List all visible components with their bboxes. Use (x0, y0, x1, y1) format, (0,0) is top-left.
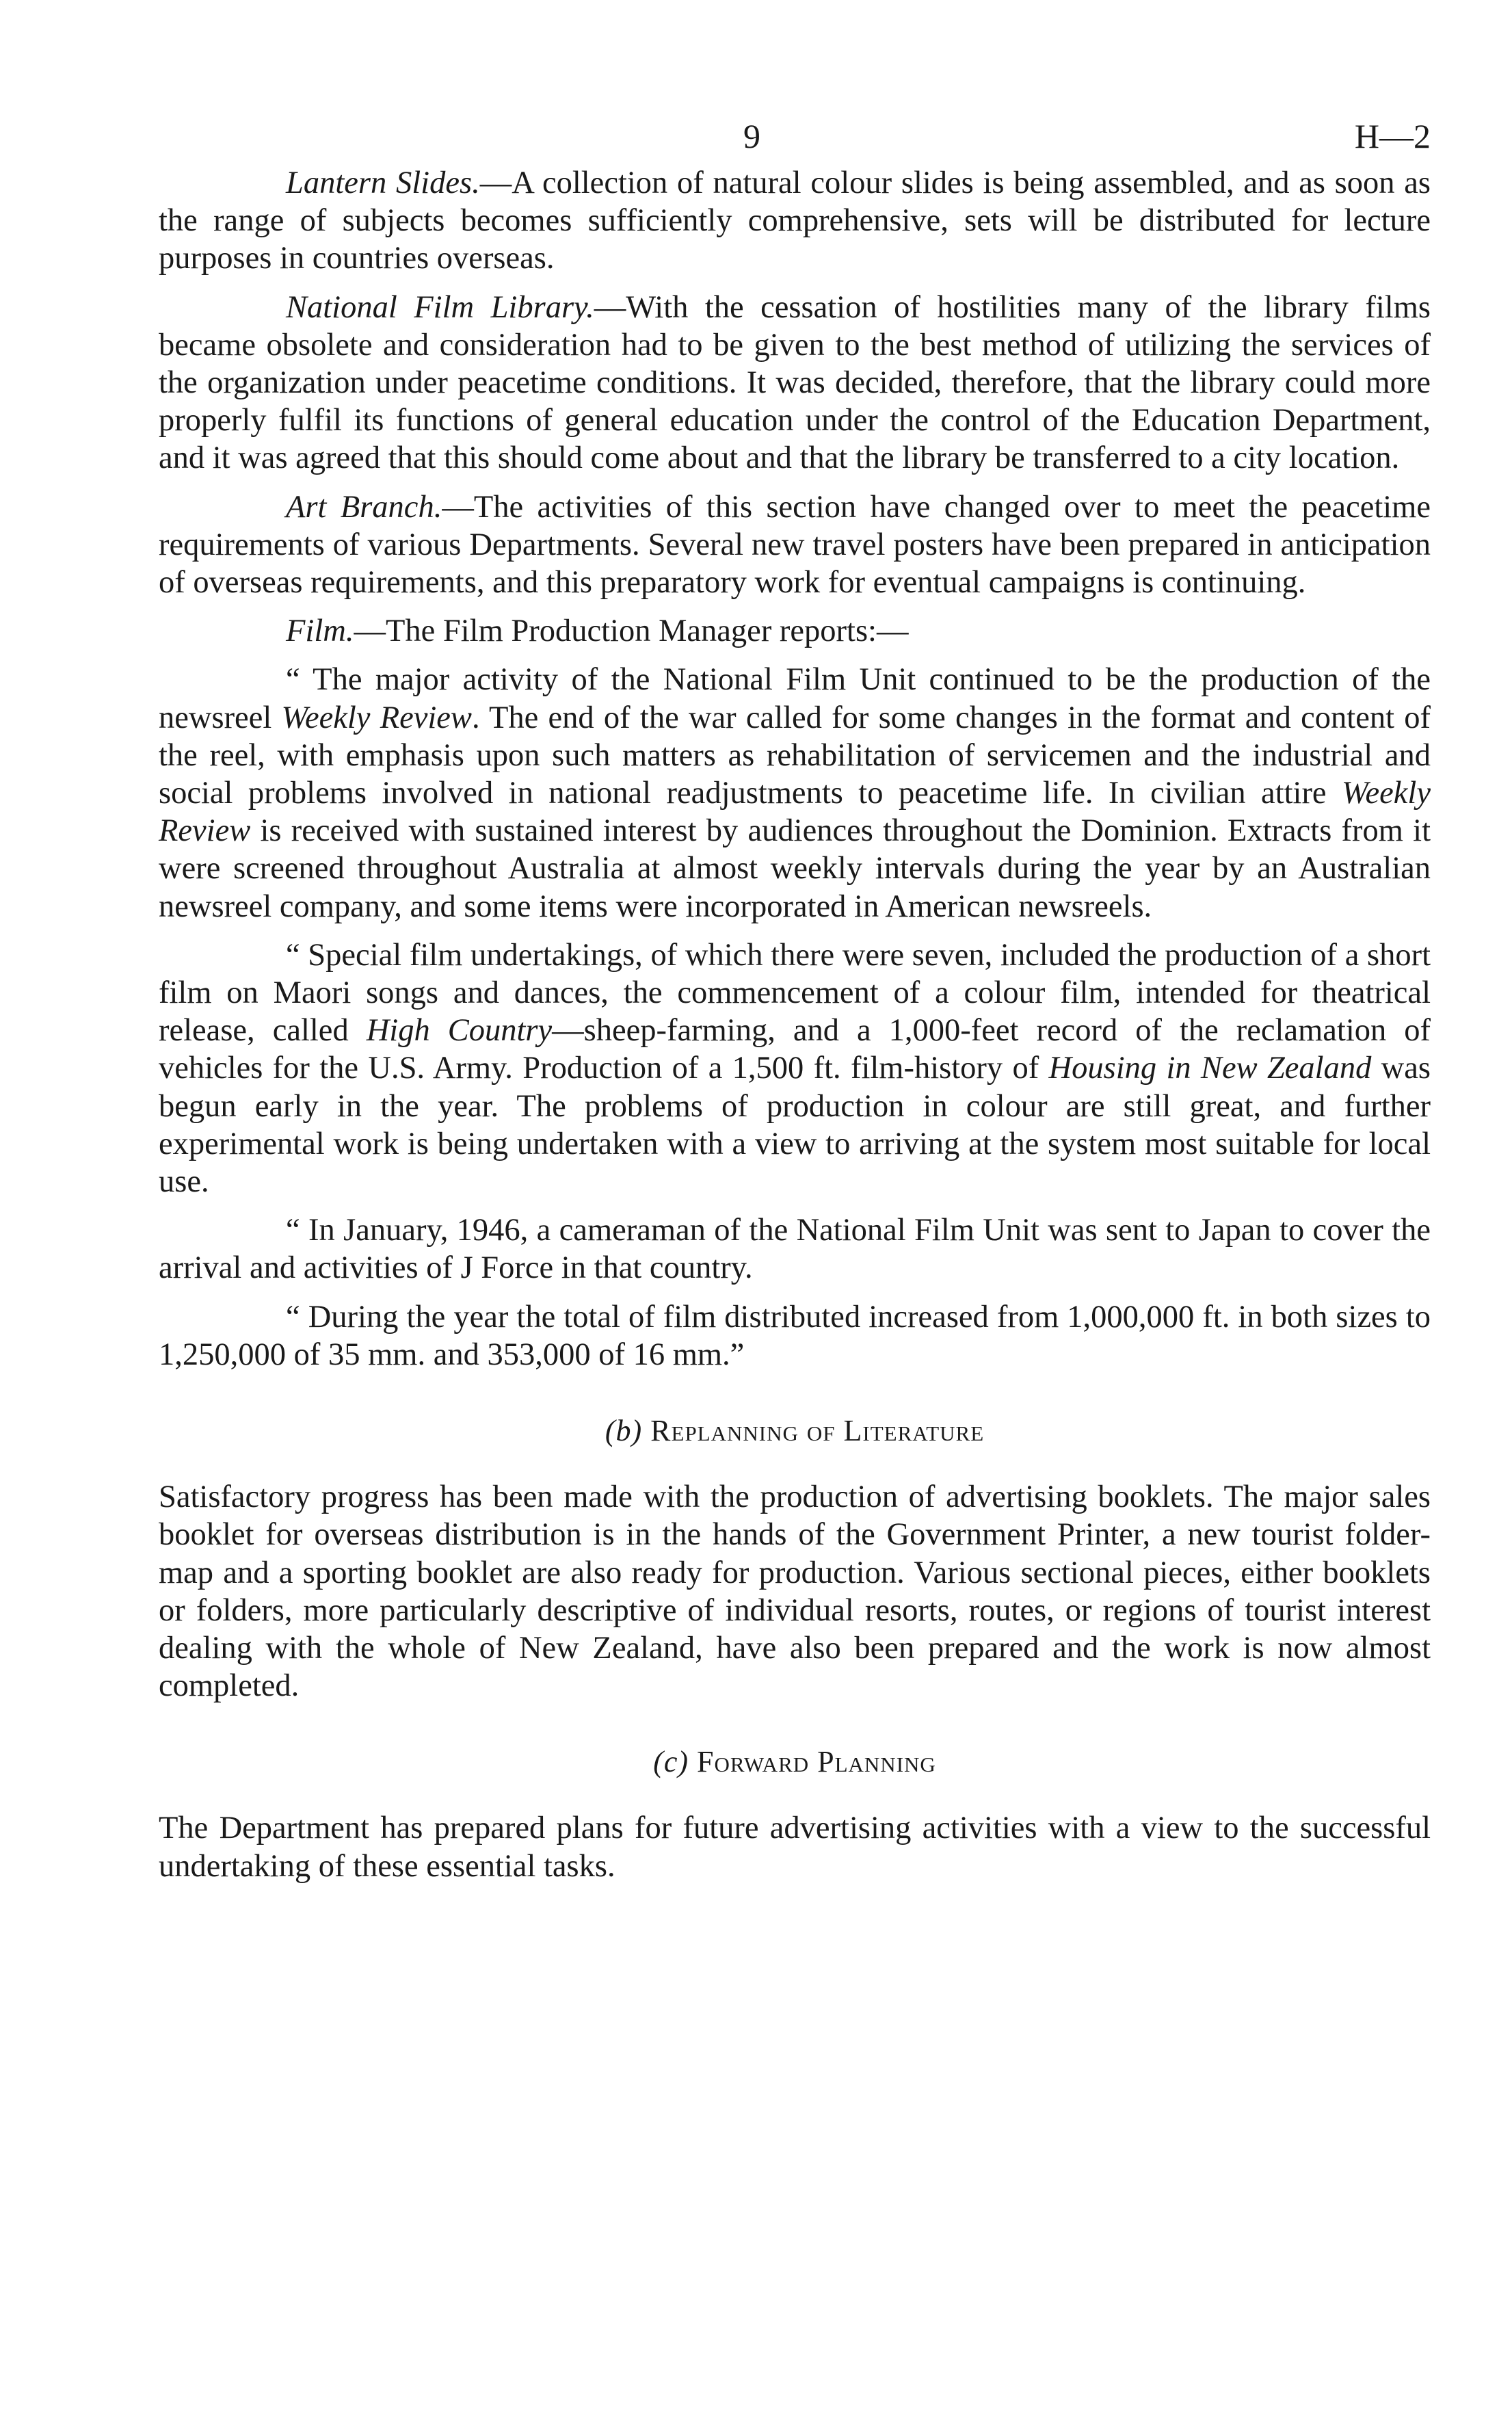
special-films-text-2: —sheep-farming, and a 1,000-feet record of the reclamation of vehicles for the U.S. Army. Production of a 1,500 ft. film-history of (159, 1013, 1431, 1086)
section-c-paragraph: The Department has prepared plans for future advertising activities with a view to the successful undertaking of these essential tasks. (159, 1811, 1431, 1884)
special-films-paragraph (159, 936, 1431, 1200)
newsreel-quote-text-2: . The end of the war called for some changes in the format and content of the reel, with emphasis upon such matters as rehabilitation of servicemen and the industrial and social problems involved in national readjustments to peacetime life. In civilian attire (159, 700, 1431, 811)
page-header (159, 103, 1431, 164)
high-country-title: High Country (366, 1013, 553, 1049)
section-b-heading (159, 1413, 1431, 1448)
film-library-paragraph (159, 289, 1431, 477)
document-code: H—2 (1354, 117, 1431, 155)
section-c-title: Forward Planning (697, 1745, 936, 1779)
lantern-slides-heading: Lantern Slides. (286, 166, 480, 200)
lantern-slides-text: —A collection of natural colour slides is being assembled, and as soon as the range of subjects becomes sufficiently comprehensive, sets will be distributed for lecture purposes in countries overseas. (159, 166, 1431, 276)
housing-title: Housing in New Zealand (1048, 1051, 1372, 1086)
film-paragraph (159, 612, 1431, 650)
newsreel-quote-text-1: “ The major activity of the National Film Unit continued to be the production of the newsreel (159, 662, 1431, 735)
newsreel-title-2: Weekly Review (159, 776, 1431, 849)
section-b-paragraph: Satisfactory progress has been made with the production of advertising booklets. The major sales booklet for overseas distribution is in the hands of the Government Printer, a new tourist folder-map and a sporting booklet are also ready for production. Various sectional pieces, either booklets or folders, more particularly descriptive of individual resorts, routes, or regions of tourist interest dealing with the whole of New Zealand, have also been prepared and the work is now almost completed. (159, 1480, 1431, 1704)
special-films-text-3: was begun early in the year. The problems of production in colour are still great, and further experimental work is being undertaken with a view to arriving at the system most suitable for local use. (159, 1051, 1431, 1200)
document-page (159, 103, 1431, 1896)
lantern-slides-paragraph (159, 164, 1431, 278)
art-branch-paragraph (159, 488, 1431, 602)
section-c-label: (c) (653, 1745, 689, 1779)
art-branch-text: —The activities of this section have changed over to meet the peacetime requirements of various Departments. Several new travel posters have been prepared in anticipation of overseas requirements, and this preparatory work for eventual campaigns is continuing. (159, 489, 1431, 601)
section-c-heading (159, 1744, 1431, 1779)
film-heading: Film. (286, 614, 354, 649)
section-b-label: (b) (605, 1414, 643, 1448)
japan-paragraph: “ In January, 1946, a cameraman of the National Film Unit was sent to Japan to cover the arrival and activities of J Force in that country. (159, 1213, 1431, 1286)
film-library-text: —With the cessation of hostilities many of the library films became obsolete and consideration had to be given to the best method of utilizing the services of the organization under peacetime conditions. It was decided, therefore, that the library could more properly fulfil its functions of general education under the control of the Education Department, and it was agreed that this should come about and that the library be transferred to a city location. (159, 289, 1431, 476)
distribution-paragraph: “ During the year the total of film distributed increased from 1,000,000 ft. in both sizes to 1,250,000 of 35 mm. and 353,000 of 16 mm.” (159, 1299, 1431, 1372)
newsreel-title-1: Weekly Review (281, 700, 472, 735)
film-text: —The Film Production Manager reports:— (354, 614, 909, 649)
film-library-heading: National Film Library. (286, 289, 594, 325)
page-number: 9 (743, 117, 760, 155)
section-b-title: Replanning of Literature (650, 1414, 985, 1448)
newsreel-quote-paragraph (159, 661, 1431, 925)
special-films-text-1: “ Special film undertakings, of which there were seven, included the production of a short film on Maori songs and dances, the commencement of a colour film, intended for theatrical release, called (159, 937, 1431, 1049)
art-branch-heading: Art Branch. (286, 489, 442, 525)
newsreel-quote-text-3: is received with sustained interest by audiences throughout the Dominion. Extracts from it were screened throughout Australia at almost weekly intervals during the year by an Australian newsreel company, and some items were incorporated in American newsreels. (159, 813, 1431, 924)
